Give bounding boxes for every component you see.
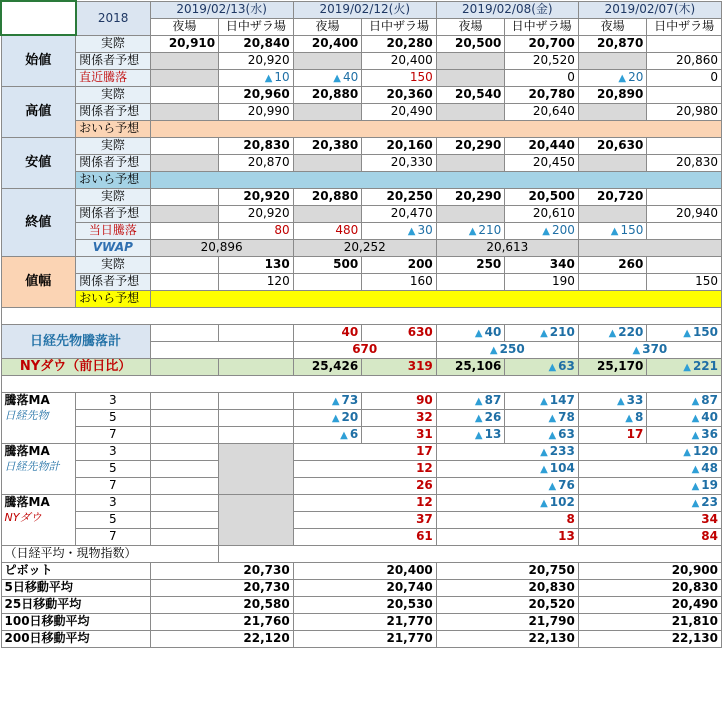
ma-value[interactable]: 13 bbox=[484, 426, 502, 441]
vwap-value[interactable]: 20,896 bbox=[150, 239, 293, 256]
spot-value[interactable]: 22,120 bbox=[150, 630, 293, 647]
high-insider[interactable]: 20,980 bbox=[647, 103, 722, 120]
up-triangle-icon: ▲ bbox=[548, 412, 557, 424]
mine-label[interactable]: おいら予想 bbox=[76, 120, 151, 137]
day-header[interactable]: 日中ザラ場 bbox=[647, 18, 722, 35]
ma-value[interactable]: 34 bbox=[578, 511, 721, 528]
spot-value[interactable]: 22,130 bbox=[578, 630, 721, 647]
high-mine-row[interactable] bbox=[150, 120, 721, 137]
nikkei-sum-value[interactable]: 220 bbox=[618, 324, 644, 339]
spot-value[interactable]: 22,130 bbox=[436, 630, 578, 647]
nikkei-sum-total[interactable]: 370 bbox=[642, 341, 668, 356]
low-actual[interactable]: 20,440 bbox=[505, 137, 579, 154]
spot-value[interactable]: 20,750 bbox=[436, 562, 578, 579]
up-triangle-icon: ▲ bbox=[331, 395, 340, 407]
ny-dow-value[interactable]: 25,170 bbox=[578, 358, 647, 375]
ma-value[interactable]: 147 bbox=[549, 392, 575, 407]
spot-value[interactable]: 20,730 bbox=[150, 562, 293, 579]
ma-value[interactable]: 13 bbox=[436, 528, 578, 545]
open-actual[interactable]: 20,700 bbox=[505, 35, 579, 52]
ny-dow-change[interactable]: 221 bbox=[692, 358, 718, 373]
high-label[interactable]: 高値 bbox=[1, 86, 76, 137]
nikkei-sum-label[interactable]: 日経先物騰落計 bbox=[1, 324, 150, 358]
up-triangle-icon: ▲ bbox=[691, 395, 700, 407]
day-header[interactable]: 日中ザラ場 bbox=[219, 18, 294, 35]
date-header[interactable]: 2019/02/07(木) bbox=[578, 1, 721, 18]
range-actual[interactable]: 200 bbox=[362, 256, 437, 273]
nikkei-sum-total[interactable]: 670 bbox=[293, 341, 436, 358]
up-triangle-icon: ▲ bbox=[468, 225, 477, 237]
spot-label[interactable]: 5日移動平均 bbox=[1, 579, 150, 596]
up-triangle-icon: ▲ bbox=[683, 361, 691, 373]
actual-label[interactable]: 実際 bbox=[76, 86, 151, 103]
ma-value[interactable]: 17 bbox=[578, 426, 647, 443]
open-actual[interactable]: 20,400 bbox=[293, 35, 362, 52]
ny-dow-value[interactable]: 25,426 bbox=[293, 358, 362, 375]
low-insider[interactable]: 20,330 bbox=[362, 154, 437, 171]
range-actual[interactable]: 260 bbox=[578, 256, 647, 273]
ma-value[interactable]: 120 bbox=[692, 443, 718, 458]
ma-group-ny-dow[interactable]: 騰落MA NYダウ bbox=[1, 494, 76, 545]
range-insider[interactable]: 150 bbox=[647, 273, 722, 290]
open-actual[interactable]: 20,280 bbox=[362, 35, 437, 52]
open-insider[interactable]: 20,400 bbox=[362, 52, 437, 69]
range-label[interactable]: 値幅 bbox=[1, 256, 76, 307]
open-recent[interactable]: 0 bbox=[505, 69, 579, 86]
up-triangle-icon: ▲ bbox=[548, 429, 557, 441]
day-header[interactable]: 日中ザラ場 bbox=[362, 18, 437, 35]
close-actual[interactable]: 20,920 bbox=[219, 188, 294, 205]
up-triangle-icon: ▲ bbox=[691, 480, 700, 492]
year-cell[interactable]: 2018 bbox=[76, 1, 151, 35]
date-header[interactable]: 2019/02/13(水) bbox=[150, 1, 293, 18]
night-header[interactable]: 夜場 bbox=[436, 18, 505, 35]
spot-title[interactable]: （日経平均・現物指数） bbox=[1, 545, 219, 562]
up-triangle-icon: ▲ bbox=[474, 395, 483, 407]
actual-label[interactable]: 実際 bbox=[76, 256, 151, 273]
high-actual[interactable]: 20,540 bbox=[436, 86, 505, 103]
up-triangle-icon: ▲ bbox=[540, 327, 548, 339]
ny-dow-value[interactable]: 25,106 bbox=[436, 358, 505, 375]
ma-value[interactable]: 73 bbox=[341, 392, 359, 407]
up-triangle-icon: ▲ bbox=[625, 412, 633, 424]
spot-value[interactable]: 21,760 bbox=[150, 613, 293, 630]
spot-value[interactable]: 20,830 bbox=[578, 579, 721, 596]
open-insider[interactable]: 20,520 bbox=[505, 52, 579, 69]
spot-label[interactable]: 25日移動平均 bbox=[1, 596, 150, 613]
low-insider[interactable]: 20,870 bbox=[219, 154, 294, 171]
spot-value[interactable]: 21,810 bbox=[578, 613, 721, 630]
high-actual[interactable]: 20,890 bbox=[578, 86, 647, 103]
high-actual[interactable]: 20,960 bbox=[219, 86, 294, 103]
spot-value[interactable]: 20,830 bbox=[436, 579, 578, 596]
ma-value[interactable]: 63 bbox=[558, 426, 575, 441]
low-actual[interactable]: 20,160 bbox=[362, 137, 437, 154]
open-insider[interactable]: 20,920 bbox=[219, 52, 294, 69]
ny-dow-change[interactable]: 63 bbox=[558, 358, 575, 373]
up-triangle-icon: ▲ bbox=[540, 446, 548, 458]
high-actual[interactable]: 20,780 bbox=[505, 86, 579, 103]
nikkei-sum-value[interactable]: 210 bbox=[549, 324, 575, 339]
close-today[interactable]: 480 bbox=[293, 222, 362, 239]
ma-period[interactable]: 5 bbox=[76, 460, 151, 477]
ma-value[interactable]: 8 bbox=[436, 511, 578, 528]
ma-period[interactable]: 5 bbox=[76, 511, 151, 528]
ma-group-nikkei[interactable]: 騰落MA 日経先物 bbox=[1, 392, 76, 443]
low-actual[interactable]: 20,830 bbox=[219, 137, 294, 154]
recent-change-label[interactable]: 直近騰落 bbox=[76, 69, 151, 86]
ma-value[interactable]: 40 bbox=[701, 409, 718, 424]
ma-value[interactable]: 19 bbox=[701, 477, 718, 492]
ma-period[interactable]: 7 bbox=[76, 426, 151, 443]
ma-value[interactable]: 26 bbox=[293, 477, 436, 494]
low-actual[interactable]: 20,630 bbox=[578, 137, 647, 154]
spot-label[interactable]: 100日移動平均 bbox=[1, 613, 150, 630]
night-header[interactable]: 夜場 bbox=[150, 18, 219, 35]
open-label[interactable]: 始値 bbox=[1, 35, 76, 86]
night-header[interactable]: 夜場 bbox=[293, 18, 362, 35]
day-header[interactable]: 日中ザラ場 bbox=[505, 18, 579, 35]
low-insider[interactable]: 20,450 bbox=[505, 154, 579, 171]
spot-value[interactable]: 20,730 bbox=[150, 579, 293, 596]
low-mine-row[interactable] bbox=[150, 171, 721, 188]
ny-dow-change[interactable]: 319 bbox=[362, 358, 437, 375]
up-triangle-icon: ▲ bbox=[540, 463, 548, 475]
up-triangle-icon: ▲ bbox=[540, 497, 548, 509]
ma-value[interactable]: 61 bbox=[293, 528, 436, 545]
nikkei-sum-value[interactable]: 630 bbox=[362, 324, 437, 341]
today-change-label[interactable]: 当日騰落 bbox=[76, 222, 151, 239]
ma-value[interactable]: 48 bbox=[701, 460, 718, 475]
actual-label[interactable]: 実際 bbox=[76, 137, 151, 154]
close-insider[interactable]: 20,920 bbox=[219, 205, 294, 222]
ma-value[interactable]: 12 bbox=[293, 494, 436, 511]
range-insider[interactable]: 160 bbox=[362, 273, 437, 290]
up-triangle-icon: ▲ bbox=[542, 225, 550, 237]
nikkei-sum-value[interactable]: 150 bbox=[692, 324, 718, 339]
close-actual[interactable]: 20,290 bbox=[436, 188, 505, 205]
close-label[interactable]: 終値 bbox=[1, 188, 76, 256]
close-actual[interactable]: 20,720 bbox=[578, 188, 647, 205]
close-today[interactable]: 200 bbox=[551, 222, 575, 237]
up-triangle-icon: ▲ bbox=[340, 429, 348, 441]
up-triangle-icon: ▲ bbox=[691, 429, 700, 441]
ma-value[interactable]: 102 bbox=[549, 494, 575, 509]
up-triangle-icon: ▲ bbox=[474, 327, 483, 339]
spot-value[interactable]: 20,530 bbox=[293, 596, 436, 613]
ma-period[interactable]: 3 bbox=[76, 443, 151, 460]
nikkei-sum-value[interactable]: 40 bbox=[293, 324, 362, 341]
high-insider[interactable]: 20,990 bbox=[219, 103, 294, 120]
up-triangle-icon: ▲ bbox=[264, 72, 273, 84]
ma-value[interactable]: 26 bbox=[484, 409, 502, 424]
up-triangle-icon: ▲ bbox=[331, 412, 340, 424]
high-insider[interactable]: 20,490 bbox=[362, 103, 437, 120]
insider-label[interactable]: 関係者予想 bbox=[76, 52, 151, 69]
vwap-value[interactable]: 20,252 bbox=[293, 239, 436, 256]
up-triangle-icon: ▲ bbox=[548, 361, 557, 373]
close-insider[interactable]: 20,940 bbox=[647, 205, 722, 222]
up-triangle-icon: ▲ bbox=[618, 72, 627, 84]
spot-value[interactable]: 20,520 bbox=[436, 596, 578, 613]
actual-label[interactable]: 実際 bbox=[76, 35, 151, 52]
high-insider[interactable]: 20,640 bbox=[505, 103, 579, 120]
ma-value[interactable]: 104 bbox=[549, 460, 575, 475]
insider-label[interactable]: 関係者予想 bbox=[76, 273, 151, 290]
insider-label[interactable]: 関係者予想 bbox=[76, 154, 151, 171]
open-recent[interactable]: 10 bbox=[274, 69, 290, 84]
open-actual[interactable]: 20,840 bbox=[219, 35, 294, 52]
insider-label[interactable]: 関係者予想 bbox=[76, 205, 151, 222]
ma-value[interactable]: 12 bbox=[293, 460, 436, 477]
ma-value[interactable]: 8 bbox=[635, 409, 644, 424]
up-triangle-icon: ▲ bbox=[548, 480, 557, 492]
ny-dow-label[interactable]: NYダウ（前日比） bbox=[1, 358, 150, 375]
low-label[interactable]: 安値 bbox=[1, 137, 76, 188]
date-header[interactable]: 2019/02/08(金) bbox=[436, 1, 578, 18]
nikkei-sum-value[interactable]: 40 bbox=[484, 324, 502, 339]
ma-value[interactable]: 233 bbox=[549, 443, 575, 458]
up-triangle-icon: ▲ bbox=[691, 463, 700, 475]
open-recent[interactable]: 0 bbox=[647, 69, 722, 86]
open-actual[interactable]: 20,500 bbox=[436, 35, 505, 52]
low-insider[interactable]: 20,830 bbox=[647, 154, 722, 171]
open-recent[interactable]: 150 bbox=[362, 69, 437, 86]
nikkei-sum-total[interactable]: 250 bbox=[499, 341, 525, 356]
range-insider[interactable]: 120 bbox=[219, 273, 294, 290]
ma-value[interactable]: 20 bbox=[341, 409, 359, 424]
ma-value[interactable]: 23 bbox=[701, 494, 718, 509]
up-triangle-icon: ▲ bbox=[632, 344, 641, 356]
ma-value[interactable]: 32 bbox=[362, 409, 437, 426]
range-mine-row[interactable] bbox=[150, 290, 721, 307]
vwap-label[interactable]: VWAP bbox=[76, 239, 151, 256]
range-insider[interactable]: 190 bbox=[505, 273, 579, 290]
insider-label[interactable]: 関係者予想 bbox=[76, 103, 151, 120]
up-triangle-icon: ▲ bbox=[540, 395, 548, 407]
ma-group-nikkei-sum[interactable]: 騰落MA 日経先物計 bbox=[1, 443, 76, 494]
ma-period[interactable]: 3 bbox=[76, 494, 151, 511]
up-triangle-icon: ▲ bbox=[683, 446, 691, 458]
range-actual[interactable]: 500 bbox=[293, 256, 362, 273]
close-today[interactable]: 30 bbox=[417, 222, 433, 237]
up-triangle-icon: ▲ bbox=[610, 225, 619, 237]
up-triangle-icon: ▲ bbox=[691, 497, 700, 509]
spot-value[interactable]: 20,400 bbox=[293, 562, 436, 579]
ma-value[interactable]: 33 bbox=[626, 392, 644, 407]
up-triangle-icon: ▲ bbox=[489, 344, 498, 356]
up-triangle-icon: ▲ bbox=[691, 412, 700, 424]
close-today[interactable]: 80 bbox=[219, 222, 294, 239]
ma-period[interactable]: 7 bbox=[76, 528, 151, 545]
night-header[interactable]: 夜場 bbox=[578, 18, 647, 35]
range-actual[interactable]: 340 bbox=[505, 256, 579, 273]
up-triangle-icon: ▲ bbox=[474, 412, 483, 424]
ma-value[interactable]: 37 bbox=[293, 511, 436, 528]
up-triangle-icon: ▲ bbox=[333, 72, 341, 84]
ma-period[interactable]: 3 bbox=[76, 392, 151, 409]
up-triangle-icon: ▲ bbox=[474, 429, 483, 441]
name-box-cell[interactable] bbox=[1, 1, 76, 35]
spot-value[interactable]: 21,790 bbox=[436, 613, 578, 630]
up-triangle-icon: ▲ bbox=[608, 327, 617, 339]
ma-period[interactable]: 7 bbox=[76, 477, 151, 494]
close-insider[interactable]: 20,470 bbox=[362, 205, 437, 222]
ma-value[interactable]: 17 bbox=[293, 443, 436, 460]
spot-value[interactable]: 20,900 bbox=[578, 562, 721, 579]
ma-period[interactable]: 5 bbox=[76, 409, 151, 426]
spot-value[interactable]: 20,740 bbox=[293, 579, 436, 596]
ma-value[interactable]: 76 bbox=[558, 477, 575, 492]
ma-value[interactable]: 6 bbox=[349, 426, 359, 441]
ma-value[interactable]: 87 bbox=[484, 392, 502, 407]
close-actual[interactable]: 20,880 bbox=[293, 188, 362, 205]
close-actual[interactable]: 20,500 bbox=[505, 188, 579, 205]
up-triangle-icon: ▲ bbox=[616, 395, 625, 407]
actual-label[interactable]: 実際 bbox=[76, 188, 151, 205]
spot-value[interactable]: 20,580 bbox=[150, 596, 293, 613]
low-actual[interactable]: 20,380 bbox=[293, 137, 362, 154]
open-recent[interactable]: 20 bbox=[628, 69, 644, 84]
high-actual[interactable]: 20,880 bbox=[293, 86, 362, 103]
up-triangle-icon: ▲ bbox=[683, 327, 691, 339]
range-actual[interactable]: 130 bbox=[219, 256, 294, 273]
open-recent[interactable]: 40 bbox=[342, 69, 359, 84]
close-actual[interactable]: 20,250 bbox=[362, 188, 437, 205]
spot-value[interactable]: 20,490 bbox=[578, 596, 721, 613]
up-triangle-icon: ▲ bbox=[407, 225, 416, 237]
spot-value[interactable]: 21,770 bbox=[293, 630, 436, 647]
open-insider[interactable]: 20,860 bbox=[647, 52, 722, 69]
ma-value[interactable]: 90 bbox=[362, 392, 437, 409]
low-actual[interactable]: 20,290 bbox=[436, 137, 505, 154]
close-today[interactable]: 210 bbox=[478, 222, 502, 237]
close-today[interactable]: 150 bbox=[620, 222, 644, 237]
spot-value[interactable]: 21,770 bbox=[293, 613, 436, 630]
ma-value[interactable]: 84 bbox=[578, 528, 721, 545]
vwap-value[interactable]: 20,613 bbox=[436, 239, 578, 256]
spot-label[interactable]: 200日移動平均 bbox=[1, 630, 150, 647]
date-header[interactable]: 2019/02/12(火) bbox=[293, 1, 436, 18]
ma-value[interactable]: 36 bbox=[701, 426, 718, 441]
high-actual[interactable]: 20,360 bbox=[362, 86, 437, 103]
range-actual[interactable]: 250 bbox=[436, 256, 505, 273]
open-actual[interactable]: 20,910 bbox=[150, 35, 219, 52]
spot-label[interactable]: ピボット bbox=[1, 562, 150, 579]
ma-value[interactable]: 31 bbox=[362, 426, 437, 443]
ma-value[interactable]: 78 bbox=[558, 409, 575, 424]
open-actual[interactable]: 20,870 bbox=[578, 35, 647, 52]
mine-label[interactable]: おいら予想 bbox=[76, 290, 151, 307]
close-insider[interactable]: 20,610 bbox=[505, 205, 579, 222]
mine-label[interactable]: おいら予想 bbox=[76, 171, 151, 188]
ma-value[interactable]: 87 bbox=[701, 392, 718, 407]
